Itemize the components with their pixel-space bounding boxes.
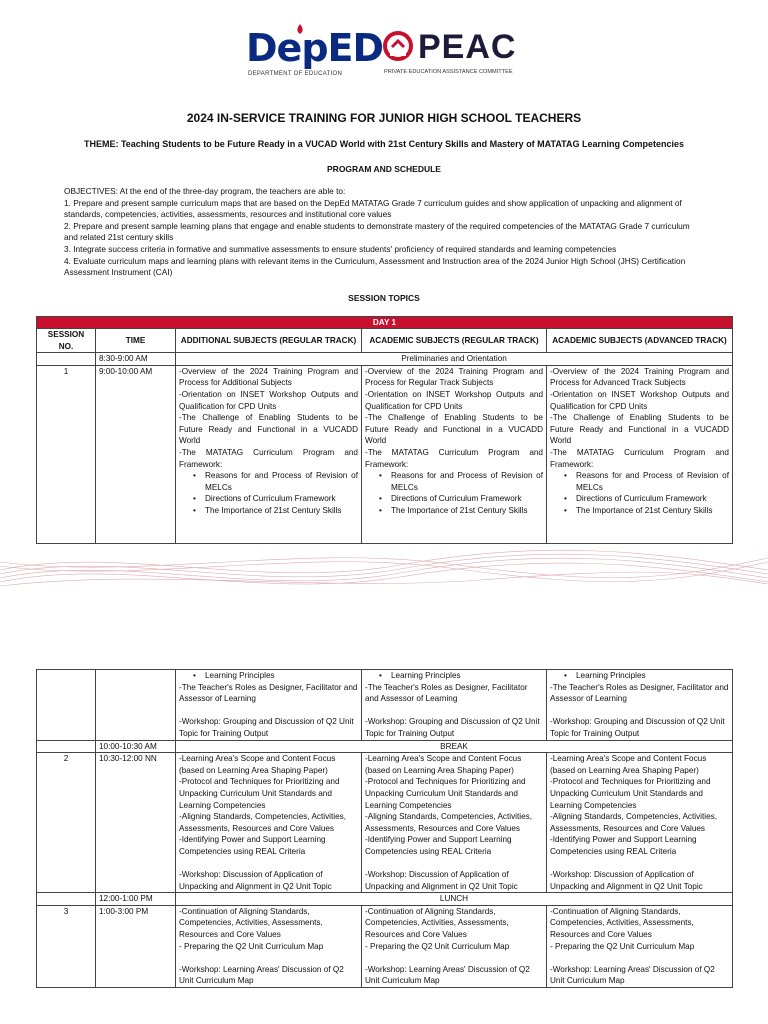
session-no: 2 — [37, 753, 96, 893]
topic-bullets — [550, 470, 729, 516]
bullet-item: • Reasons for and Process of Revision of MELCs — [193, 470, 358, 493]
topic-line: -The Challenge of Enabling Students to be Future Ready and Functional in a VUCADD World — [550, 413, 729, 446]
topic-line: -The MATATAG Curriculum Program and Framework: — [365, 447, 543, 469]
bullet-item: • Learning Principles — [193, 670, 358, 682]
bullet-item: • Reasons for and Process of Revision of MELCs — [379, 470, 543, 493]
topic-line: -Continuation of Aligning Standards, Competencies, Activities, Assessments, Resources and Core Values — [179, 906, 323, 940]
prelim-cell: Preliminaries and Orientation — [176, 353, 733, 366]
topic-line: - Preparing the Q2 Unit Curriculum Map — [365, 941, 510, 951]
topics-cell — [547, 365, 733, 543]
topic-line: -Aligning Standards, Competencies, Activities, Assessments, Resources and Core Values — [550, 812, 718, 833]
topic-line: -Learning Area's Scope and Content Focus (based on Learning Area Shaping Paper) — [365, 754, 522, 775]
topic-bullets — [365, 670, 543, 682]
topic-bullets — [550, 670, 729, 682]
peac-wordmark: PEAC — [418, 28, 517, 66]
topic-line: -The Teacher's Roles as Designer, Facilitator and Assessor of Learning — [179, 682, 358, 704]
empty-cell — [37, 740, 96, 753]
topic-line: -Orientation on INSET Workshop Outputs and Qualification for CPD Units — [179, 389, 358, 411]
col-header-session: SESSION NO. — [37, 329, 96, 353]
time-cell: 10:00-10:30 AM — [96, 740, 176, 753]
time-cell: 1:00-3:00 PM — [96, 905, 176, 987]
topic-line: -The MATATAG Curriculum Program and Framework: — [179, 447, 358, 469]
objectives — [64, 186, 704, 279]
objective-item: 1. Prepare and present sample curriculum maps that are based on the DepEd MATATAG Grade 7 curriculum guides and show application of unpacking and alignment of standards, competencies, activities, assessments, resources and institutional core values — [64, 197, 682, 220]
header-logos — [0, 22, 768, 84]
topic-line: -Orientation on INSET Workshop Outputs and Qualification for CPD Units — [550, 389, 729, 411]
topic-bullets — [365, 470, 543, 516]
bullet-item: • Learning Principles — [564, 670, 729, 682]
objective-item: 4. Evaluate curriculum maps and learning plans with relevant items in the Curriculum, Assessment and Instruction area of the 2024 Junior High School (JHS) Certification Assessment Instrument (CAI) — [64, 255, 686, 278]
table-row — [37, 365, 733, 543]
topic-line: -The MATATAG Curriculum Program and Framework: — [550, 447, 729, 469]
topic-line: -Protocol and Techniques for Prioritizing and Unpacking Curriculum Unit Standards and Learning Competencies — [550, 777, 711, 810]
session-no: 3 — [37, 905, 96, 987]
workshop-line: -Workshop: Discussion of Application of Unpacking and Alignment in Q2 Unit Topic — [365, 870, 518, 891]
topics-cell — [362, 753, 547, 893]
day-label: DAY 1 — [37, 317, 733, 329]
time-cell: 10:30-12:00 NN — [96, 753, 176, 893]
table-row — [37, 353, 733, 366]
peac-logo — [382, 22, 532, 84]
workshop-line: -Workshop: Discussion of Application of Unpacking and Alignment in Q2 Unit Topic — [550, 870, 703, 891]
col-header-time: TIME — [96, 329, 176, 353]
topics-cell — [176, 905, 362, 987]
peac-subtitle: PRIVATE EDUCATION ASSISTANCE COMMITTEE — [384, 69, 513, 75]
workshop-line: -Workshop: Learning Areas' Discussion of Q2 Unit Curriculum Map — [365, 964, 530, 986]
topic-line: -Orientation on INSET Workshop Outputs and Qualification for CPD Units — [365, 389, 543, 411]
objective-item: 2. Prepare and present sample learning plans that engage and enable students to demonstrate mastery of the required competencies of the MATATAG Grade 7 curriculum and related 21st century skills — [64, 220, 690, 243]
topics-cell — [362, 365, 547, 543]
lunch-cell: LUNCH — [176, 893, 733, 906]
topic-line: -Overview of the 2024 Training Program and Process for Additional Subjects — [179, 366, 358, 388]
topic-line: -Overview of the 2024 Training Program and Process for Advanced Track Subjects — [550, 366, 729, 388]
table-row — [37, 753, 733, 893]
break-cell: BREAK — [176, 740, 733, 753]
time-cell: 8:30-9:00 AM — [96, 353, 176, 366]
workshop-line: -Workshop: Learning Areas' Discussion of Q2 Unit Curriculum Map — [550, 964, 715, 986]
program-heading: PROGRAM AND SCHEDULE — [327, 164, 441, 174]
bullet-item: • The Importance of 21st Century Skills — [379, 505, 543, 517]
col-header-additional: ADDITIONAL SUBJECTS (REGULAR TRACK) — [176, 329, 362, 353]
topic-line: -Aligning Standards, Competencies, Activities, Assessments, Resources and Core Values — [179, 812, 347, 833]
bullet-item: • Reasons for and Process of Revision of MELCs — [564, 470, 729, 493]
table-row — [37, 740, 733, 753]
workshop-line: -Workshop: Grouping and Discussion of Q2 Unit Topic for Training Output — [550, 717, 725, 738]
topic-line: -Continuation of Aligning Standards, Competencies, Activities, Assessments, Resources and Core Values — [365, 906, 509, 940]
bullet-item: • The Importance of 21st Century Skills — [193, 505, 358, 517]
workshop-line: -Workshop: Discussion of Application of Unpacking and Alignment in Q2 Unit Topic — [179, 870, 332, 891]
topics-cell — [176, 670, 362, 741]
bullet-item: • The Importance of 21st Century Skills — [564, 505, 729, 517]
topics-cell — [547, 670, 733, 741]
col-header-academic-advanced: ACADEMIC SUBJECTS (ADVANCED TRACK) — [547, 329, 733, 353]
col-header-academic-regular: ACADEMIC SUBJECTS (REGULAR TRACK) — [362, 329, 547, 353]
table-row — [37, 893, 733, 906]
topic-line: -The Challenge of Enabling Students to be Future Ready and Functional in a VUCADD World — [365, 413, 543, 446]
workshop-line: -Workshop: Grouping and Discussion of Q2 Unit Topic for Training Output — [179, 717, 354, 738]
topic-line: -The Teacher's Roles as Designer, Facilitator and Assessor of Learning — [550, 682, 729, 704]
theme-line: THEME: Teaching Students to be Future Ready in a VUCAD World with 21st Century Skills and Mastery of MATATAG Learning Competencies — [83, 139, 685, 149]
deped-word-dep: Dep — [246, 26, 328, 70]
bullet-item: • Directions of Curriculum Framework — [193, 493, 358, 505]
topic-line: -Identifying Power and Support Learning Competencies using REAL Criteria — [179, 835, 326, 856]
deped-logo — [246, 22, 384, 82]
workshop-line: -Workshop: Grouping and Discussion of Q2 Unit Topic for Training Output — [365, 717, 540, 738]
topics-cell — [176, 365, 362, 543]
deped-word-ed: ED — [327, 26, 384, 70]
topic-line: -Learning Area's Scope and Content Focus (based on Learning Area Shaping Paper) — [550, 754, 707, 775]
empty-cell — [37, 353, 96, 366]
topic-line: -The Teacher's Roles as Designer, Facilitator and Assessor of Learning — [365, 682, 528, 704]
objectives-intro: OBJECTIVES: At the end of the three-day program, the teachers are able to: — [64, 186, 346, 196]
bullet-item: • Learning Principles — [379, 670, 543, 682]
empty-cell — [37, 670, 96, 741]
deped-subtitle: DEPARTMENT OF EDUCATION — [248, 71, 343, 77]
session-topics-heading: SESSION TOPICS — [348, 293, 420, 303]
header-row — [37, 329, 733, 353]
session-no: 1 — [37, 365, 96, 543]
day-row — [37, 317, 733, 329]
topic-line: -Protocol and Techniques for Prioritizing and Unpacking Curriculum Unit Standards and Learning Competencies — [365, 777, 526, 810]
topic-line: -Continuation of Aligning Standards, Competencies, Activities, Assessments, Resources and Core Values — [550, 906, 694, 940]
topics-cell — [547, 905, 733, 987]
topic-line: -Identifying Power and Support Learning Competencies using REAL Criteria — [550, 835, 697, 856]
topic-line: - Preparing the Q2 Unit Curriculum Map — [179, 941, 324, 951]
time-cell: 9:00-10:00 AM — [96, 365, 176, 543]
schedule-table-part1 — [36, 316, 733, 544]
topics-cell — [362, 905, 547, 987]
document-title: 2024 IN-SERVICE TRAINING FOR JUNIOR HIGH SCHOOL TEACHERS — [186, 111, 582, 125]
bullet-item: • Directions of Curriculum Framework — [379, 493, 543, 505]
topic-line: -Identifying Power and Support Learning Competencies using REAL Criteria — [365, 835, 512, 856]
topic-line: -The Challenge of Enabling Students to be Future Ready and Functional in a VUCADD World — [179, 413, 358, 446]
topic-bullets — [179, 470, 358, 516]
topics-cell — [362, 670, 547, 741]
topic-line: -Learning Area's Scope and Content Focus (based on Learning Area Shaping Paper) — [179, 754, 336, 775]
table-row — [37, 905, 733, 987]
peac-emblem-icon — [382, 30, 414, 62]
topic-line: -Protocol and Techniques for Prioritizing and Unpacking Curriculum Unit Standards and Learning Competencies — [179, 777, 340, 810]
topic-line: -Overview of the 2024 Training Program and Process for Regular Track Subjects — [365, 366, 543, 388]
empty-cell — [96, 670, 176, 741]
topic-line: -Aligning Standards, Competencies, Activities, Assessments, Resources and Core Values — [365, 812, 533, 833]
time-cell: 12:00-1:00 PM — [96, 893, 176, 906]
topic-line: - Preparing the Q2 Unit Curriculum Map — [550, 941, 695, 951]
schedule-table-part2 — [36, 669, 733, 988]
topics-cell — [176, 753, 362, 893]
decorative-wave — [0, 540, 768, 596]
bullet-item: • Directions of Curriculum Framework — [564, 493, 729, 505]
topic-bullets — [179, 670, 358, 682]
workshop-line: -Workshop: Learning Areas' Discussion of Q2 Unit Curriculum Map — [179, 964, 344, 986]
topics-cell — [547, 753, 733, 893]
table-row — [37, 670, 733, 741]
objective-item: 3. Integrate success criteria in formative and summative assessments to ensure students' proficiency of required standards and learning competencies — [64, 243, 617, 254]
empty-cell — [37, 893, 96, 906]
